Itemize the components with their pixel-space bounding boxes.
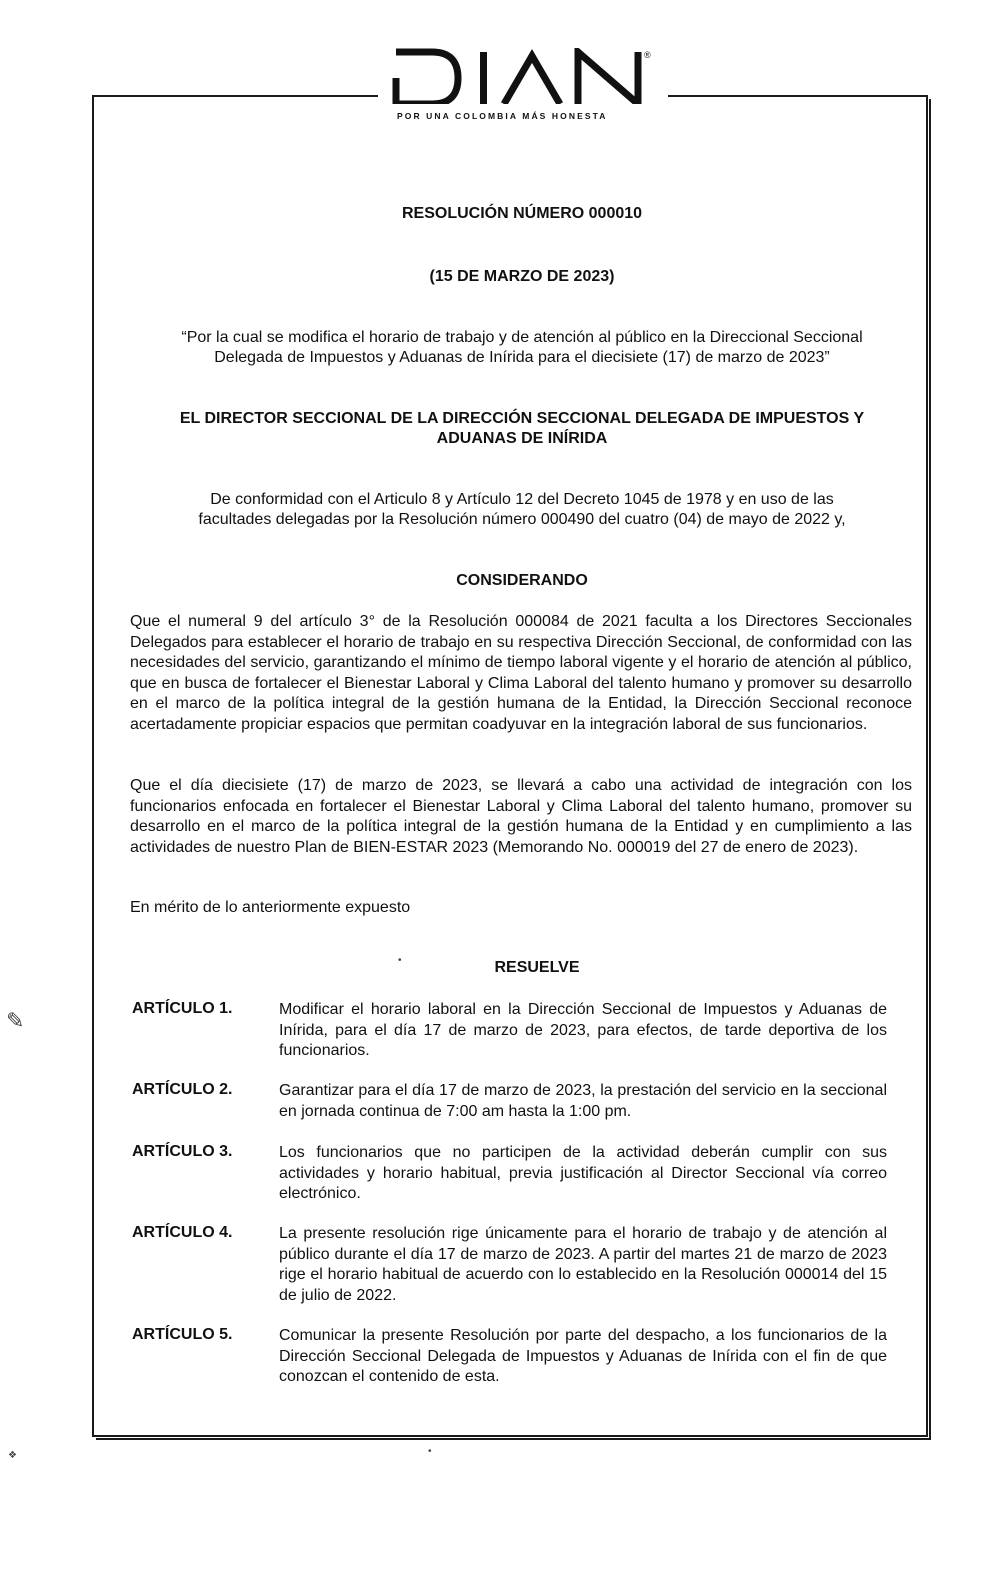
resolution-date: (15 DE MARZO DE 2023) [429, 268, 615, 285]
legal-basis [130, 490, 914, 530]
article-4-text: La presente resolución rige únicamente para el horario de trabajo y de atención al público durante el día 17 de marzo de 2023. A partir del martes 21 de marzo de 2023 rige el horario habitual de acuerdo con lo establecido en la Resolución 000014 del 15 de julio de 2022. [279, 1225, 887, 1304]
resolution-title: RESOLUCIÓN NÚMERO 000010 [401, 205, 643, 222]
subject-line: Delegada de Impuestos y Aduanas de Inírida para el diecisiete (17) de marzo de 2023” [214, 349, 830, 366]
subject-line: “Por la cual se modifica el horario de trabajo y de atención al público en la Direccional Seccional [181, 329, 863, 346]
article-2-text: Garantizar para el día 17 de marzo de 2023, la prestación del servicio en la seccional en jornada continua de 7:00 am hasta la 1:00 pm. [279, 1082, 887, 1120]
resolution-subject [130, 328, 914, 368]
scan-mark: ❖ [8, 1450, 17, 1461]
considerando-paragraph-1: Que el numeral 9 del artículo 3° de la Resolución 000084 de 2021 faculta a los Directores Seccionales Delegados para establecer el horario de trabajo en su respectiva Dirección Seccional, de conformidad con las necesidades del servicio, garantizando el mínimo de tiempo laboral vigente y el horario de atención al público, que en busca de fortalecer el Bienestar Laboral y Clima Laboral del talento humano y promover su desarrollo en el marco de la política integral de la gestión humana de la Entidad, la Dirección Seccional reconoce acertadamente propiciar espacios que permitan coadyuvar en la integración laboral de sus funcionarios. [130, 613, 912, 733]
authority-line: EL DIRECTOR SECCIONAL DE LA DIRECCIÓN SECCIONAL DELEGADA DE IMPUESTOS Y [179, 410, 865, 427]
issuing-authority [130, 409, 914, 449]
article-1-text: Modificar el horario laboral en la Dirección Seccional de Impuestos y Aduanas de Inírida, para el día 17 de marzo de 2023, para efectos, de tarde deportiva de los funcionarios. [279, 1001, 887, 1059]
scan-speck: • [398, 955, 402, 966]
article-3-text: Los funcionarios que no participen de la actividad deberán cumplir con sus actividades y horario habitual, previa justificación al Director Seccional vía correo electrónico. [279, 1144, 887, 1202]
article-5-label: ARTÍCULO 5. [132, 1326, 233, 1343]
article-3-label: ARTÍCULO 3. [132, 1143, 233, 1160]
article-5-text: Comunicar la presente Resolución por parte del despacho, a los funcionarios de la Dirección Seccional Delegada de Impuestos y Aduanas de Inírida con el fin de que conozcan el contenido de esta. [279, 1327, 887, 1385]
resuelve-heading: RESUELVE [494, 959, 580, 976]
considerando-heading: CONSIDERANDO [456, 572, 588, 589]
authority-line: ADUANAS DE INÍRIDA [436, 430, 608, 447]
scan-mark: ✎ [6, 1008, 25, 1033]
article-1-label: ARTÍCULO 1. [132, 1000, 233, 1017]
legal-basis-line: De conformidad con el Articulo 8 y Artículo 12 del Decreto 1045 de 1978 y en uso de las [210, 491, 834, 508]
considerando-paragraph-3: En mérito de lo anteriormente expuesto [130, 899, 411, 916]
article-4-label: ARTÍCULO 4. [132, 1224, 233, 1241]
legal-basis-line: facultades delegadas por la Resolución número 000490 del cuatro (04) de mayo de 2022 y, [198, 511, 846, 528]
dian-logo [392, 48, 644, 104]
scan-speck: • [428, 1446, 432, 1457]
considerando-paragraph-2: Que el día diecisiete (17) de marzo de 2023, se llevará a cabo una actividad de integración con los funcionarios enfocada en fortalecer el Bienestar Laboral y Clima Laboral del talento humano, promover su desarrollo en el marco de la política integral de la gestión humana de la Entidad y en cumplimiento a las actividades de nuestro Plan de BIEN-ESTAR 2023 (Memorando No. 000019 del 27 de enero de 2023). [130, 777, 912, 856]
logo-slogan: POR UNA COLOMBIA MÁS HONESTA [397, 111, 608, 121]
registered-mark: ® [644, 50, 651, 60]
article-2-label: ARTÍCULO 2. [132, 1081, 233, 1098]
